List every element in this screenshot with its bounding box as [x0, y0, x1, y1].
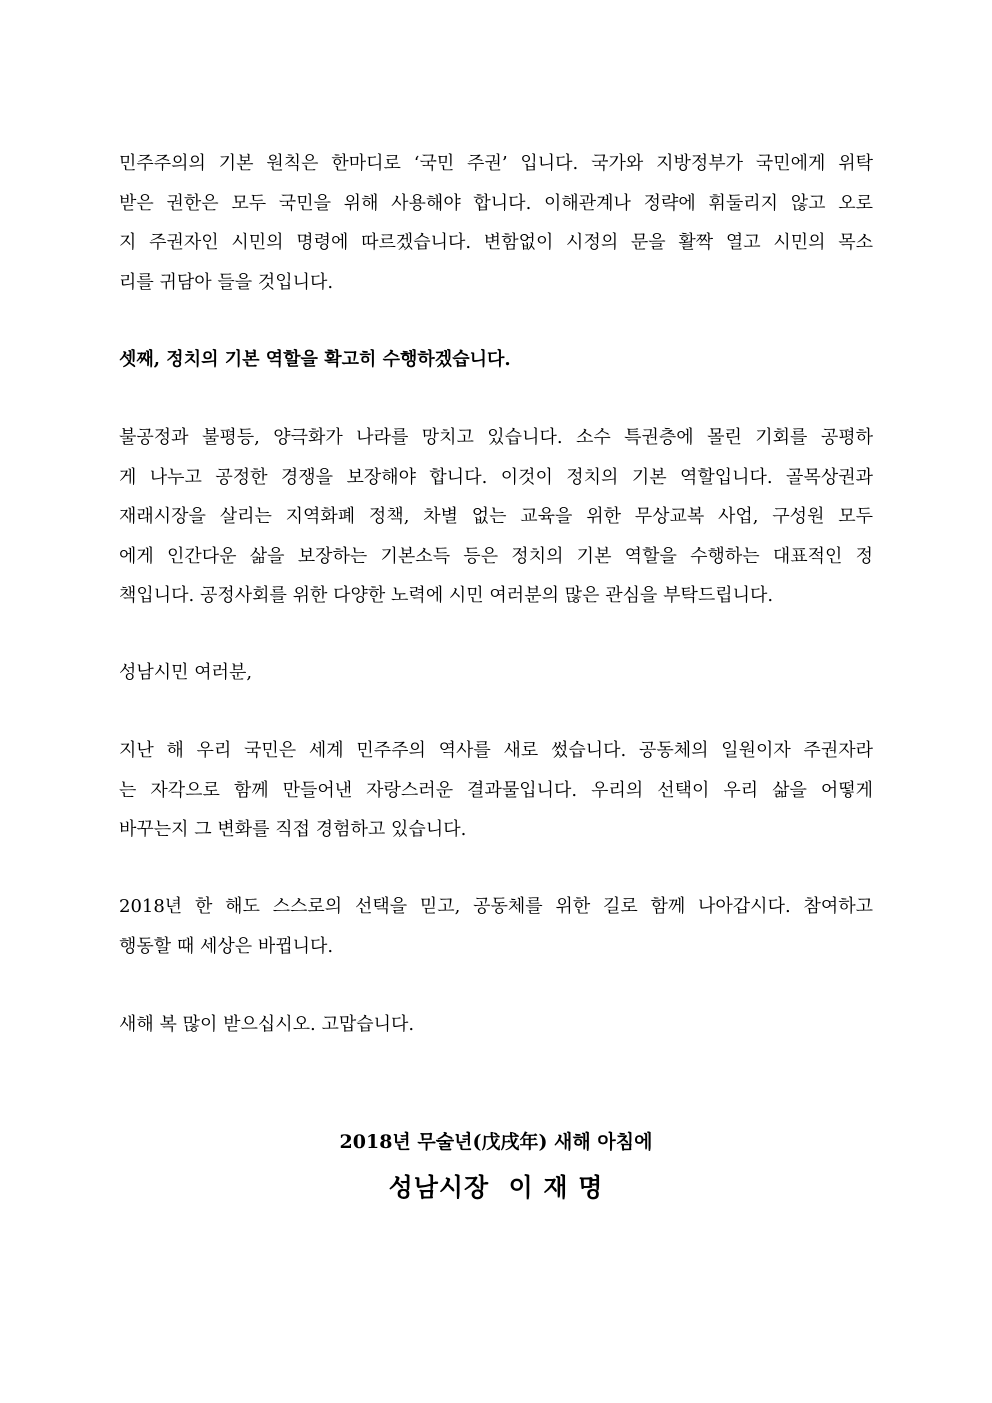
paragraph-fairness	[119, 418, 873, 616]
text-line: 책입니다. 공정사회를 위한 다양한 노력에 시민 여러분의 많은 관심을 부탁드립니다.	[119, 585, 774, 606]
text-line: 리를 귀담아 들을 것입니다.	[119, 271, 334, 293]
text-line: 지난 해 우리 국민은 세계 민주주의 역사를 새로 썼습니다. 공동체의 일원이자 주권자라	[119, 740, 873, 761]
signature-name: 성남시장 이 재 명	[388, 1173, 604, 1202]
salutation-text: 성남시민 여러분,	[119, 662, 253, 683]
heading-text: 셋째, 정치의 기본 역할을 확고히 수행하겠습니다.	[119, 349, 511, 370]
salutation	[119, 653, 873, 693]
paragraph-democracy-history	[119, 731, 873, 850]
text-line: 는 자각으로 함께 만들어낸 자랑스러운 결과물입니다. 우리의 선택이 우리 삶을 어떻게	[119, 779, 873, 801]
text-line: 게 나누고 공정한 경쟁을 보장해야 합니다. 이것이 정치의 기본 역할입니다. 골목상권과	[119, 466, 873, 488]
text-line: 불공정과 불평등, 양극화가 나라를 망치고 있습니다. 소수 특권층에 몰린 기회를 공평하	[119, 427, 873, 448]
text-line: 에게 인간다운 삶을 보장하는 기본소득 등은 정치의 기본 역할을 수행하는 대표적인 정	[119, 545, 873, 567]
text-line: 바꾸는지 그 변화를 직접 경험하고 있습니다.	[119, 819, 467, 840]
closing-greeting	[119, 1005, 873, 1045]
text-line: 재래시장을 살리는 지역화폐 정책, 차별 없는 교육을 위한 무상교복 사업, 구성원 모두	[119, 506, 873, 527]
text-line: 지 주권자인 시민의 명령에 따르겠습니다. 변함없이 시정의 문을 활짝 열고 시민의 목소	[119, 232, 873, 253]
paragraph-popular-sovereignty	[119, 144, 873, 302]
greeting-text: 새해 복 많이 받으십시오. 고맙습니다.	[119, 1014, 415, 1035]
section-heading-third	[119, 340, 873, 380]
text-line: 행동할 때 세상은 바뀝니다.	[119, 935, 334, 957]
text-line: 민주주의의 기본 원칙은 한마디로 ‘국민 주권’ 입니다. 국가와 지방정부가 국민에게 위탁	[119, 153, 873, 174]
paragraph-2018	[119, 887, 873, 966]
text-line: 받은 권한은 모두 국민을 위해 사용해야 합니다. 이해관계나 정략에 휘둘리지 않고 오로	[119, 192, 873, 214]
text-line: 2018년 한 해도 스스로의 선택을 믿고, 공동체를 위한 길로 함께 나아갑시다. 참여하고	[119, 896, 873, 917]
signature-date: 2018년 무술년(戊戌年) 새해 아침에	[339, 1131, 653, 1153]
